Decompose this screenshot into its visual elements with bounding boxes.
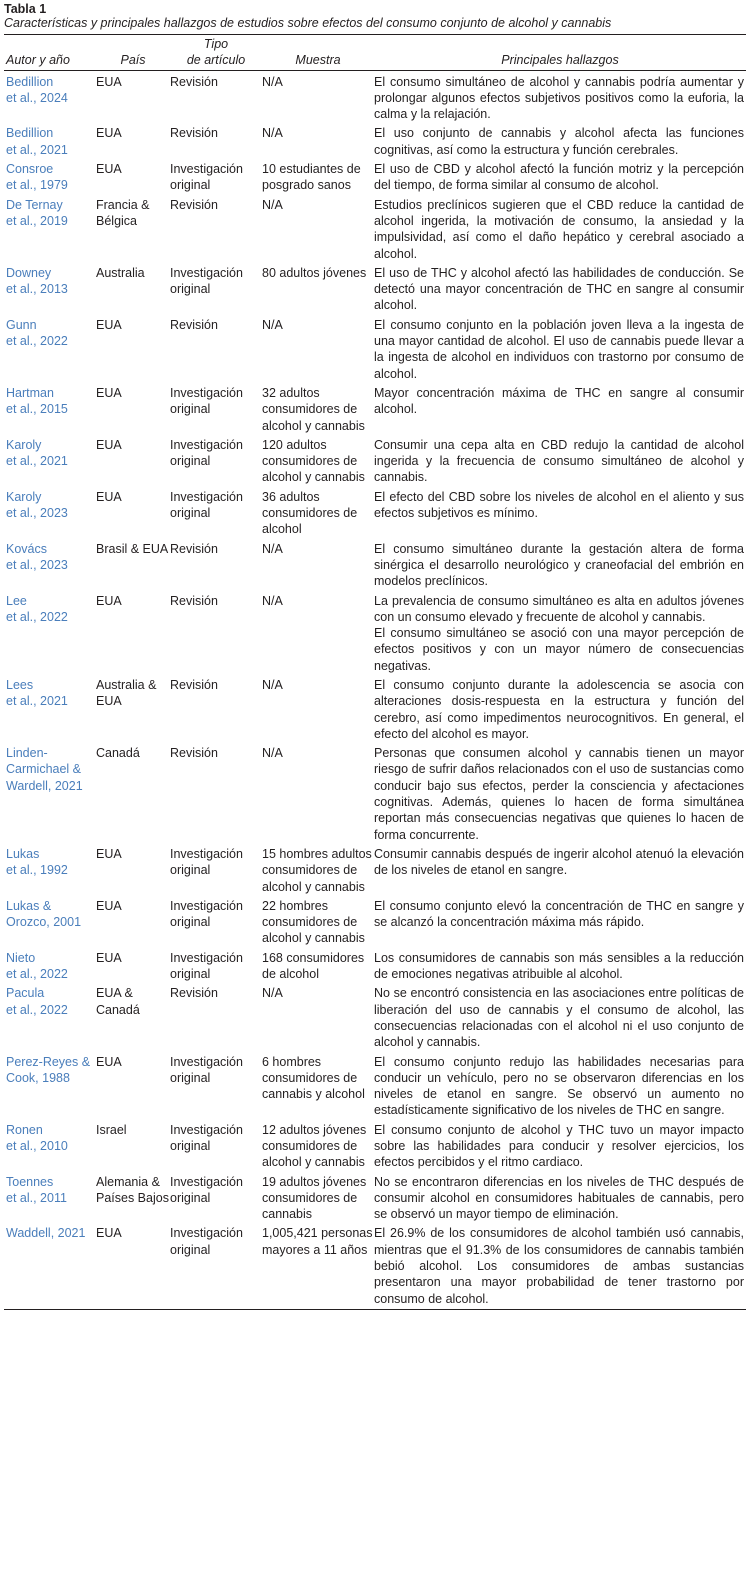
cell-hallazgos (374, 1122, 746, 1174)
cell-pais: Canadá (96, 746, 140, 761)
cell-pais: Francia & Bélgica (96, 197, 150, 228)
hallazgo-paragraph: Consumir cannabis después de ingerir alcohol atenuó la elevación de los niveles de etanol en sangre. (374, 846, 744, 878)
table-row (4, 265, 746, 317)
cell-hallazgos (374, 317, 746, 385)
cell-muestra: 36 adultos consumidores de alcohol (262, 489, 358, 537)
cell-hallazgos (374, 593, 746, 677)
cell-autor (4, 541, 96, 593)
header-muestra: Muestra (262, 35, 374, 71)
hallazgo-paragraph: Personas que consumen alcohol y cannabis tienen un mayor riesgo de sufrir daños relacionados con el uso de sustancias como conducir bajo sus efectos, perder la consciencia y afectaciones cognitivas. Además, quienes lo hacen de forma simultánea reportan más consecuencias negativas que quienes lo hacen de forma concurrente. (374, 746, 744, 842)
autor-line: et al., 2013 (6, 282, 68, 297)
cell-tipo: Investigación original (170, 437, 243, 469)
cell-muestra: 22 hombres consumidores de alcohol y cannabis (262, 898, 365, 946)
cell-muestra: N/A (262, 74, 283, 89)
autor-line: et al., 2022 (6, 967, 68, 982)
autor-line: Waddell, 2021 (6, 1226, 86, 1241)
cell-hallazgos (374, 846, 746, 898)
cell-muestra: N/A (262, 317, 283, 332)
hallazgo-paragraph: No se encontraron diferencias en los niveles de THC después de consumir alcohol en consumidores habituales de cannabis, pero se observó un mayor tiempo de eliminación. (374, 1174, 744, 1222)
autor-line: Toennes (6, 1174, 54, 1189)
hallazgo-paragraph: El uso conjunto de cannabis y alcohol afecta las funciones cognitivas, así como la estructura y función cerebrales. (374, 126, 744, 157)
cell-pais: EUA (96, 437, 122, 452)
table-row (4, 197, 746, 265)
cell-muestra: N/A (262, 126, 283, 141)
cell-hallazgos (374, 985, 746, 1053)
header-tipo-line1: Tipo (203, 37, 229, 51)
cell-tipo: Revisión (170, 197, 218, 212)
cell-tipo: Investigación original (170, 162, 243, 193)
autor-line: et al., 2024 (6, 90, 68, 105)
autor-line: De Ternay (6, 197, 63, 212)
autor-line: Hartman (6, 385, 54, 400)
cell-autor (4, 161, 96, 197)
cell-pais: EUA (96, 317, 122, 332)
findings-table (4, 34, 746, 1310)
hallazgo-paragraph: El consumo conjunto en la población joven lleva a la ingesta de una mayor cantidad de alcohol. El uso de cannabis puede llevar a la ingesta de alcohol en individuos con trastorno por consumo de alcohol. (374, 317, 744, 381)
autor-line: Lees (6, 677, 34, 692)
autor-line: Lee (6, 593, 27, 608)
hallazgo-paragraph: El consumo conjunto durante la adolescencia se asocia con alteraciones dosis-respuesta en la estructura y función del cerebro, así como impedimentos neurocognitivos. En general, el efecto del alcohol es mayor. (374, 677, 744, 741)
cell-tipo: Revisión (170, 74, 218, 89)
cell-tipo: Revisión (170, 986, 218, 1001)
hallazgo-paragraph: Mayor concentración máxima de THC en sangre al consumir alcohol. (374, 385, 744, 417)
cell-muestra: N/A (262, 197, 283, 212)
table-row (4, 677, 746, 745)
autor-line: Lukas (6, 846, 40, 861)
cell-pais: EUA (96, 1054, 122, 1069)
autor-line: et al., 2019 (6, 213, 68, 228)
hallazgo-paragraph: Estudios preclínicos sugieren que el CBD reduce la cantidad de alcohol ingerida, la motivación de consumo, la ansiedad y la impulsividad, así como el daño hepático y cerebral asociado a alcohol. (374, 197, 744, 261)
cell-pais: Brasil & EUA (96, 541, 169, 556)
cell-autor (4, 317, 96, 385)
cell-autor (4, 1225, 96, 1309)
table-row (4, 161, 746, 197)
cell-muestra: 120 adultos consumidores de alcohol y cannabis (262, 437, 365, 485)
autor-line: et al., 2022 (6, 1002, 68, 1017)
cell-pais: EUA (96, 898, 122, 913)
cell-muestra: N/A (262, 746, 283, 761)
autor-line: Consroe (6, 162, 54, 177)
cell-autor (4, 489, 96, 541)
cell-autor (4, 437, 96, 489)
hallazgo-paragraph: El consumo conjunto elevó la concentración de THC en sangre y se alcanzó la concentración máxima más rápido. (374, 898, 744, 930)
autor-line: et al., 2011 (6, 1190, 67, 1205)
cell-autor (4, 197, 96, 265)
cell-pais: Alemania & Países Bajos (96, 1174, 169, 1205)
autor-line: Bedillion (6, 74, 54, 89)
cell-hallazgos (374, 197, 746, 265)
cell-muestra: 6 hombres consumidores de cannabis y alcohol (262, 1054, 365, 1102)
autor-line: Gunn (6, 317, 37, 332)
cell-hallazgos (374, 161, 746, 197)
cell-pais: Australia (96, 265, 145, 280)
table-row (4, 898, 746, 950)
table-row (4, 125, 746, 161)
hallazgo-paragraph: El consumo simultáneo de alcohol y cannabis podría aumentar y prolongar algunos efectos subjetivos positivos como la euforia, la calma y la relajación. (374, 74, 744, 122)
cell-autor (4, 677, 96, 745)
autor-line: Ronen (6, 1122, 43, 1137)
cell-muestra: 15 hombres adultos consumidores de alcohol y cannabis (262, 846, 372, 894)
hallazgo-paragraph: El consumo simultáneo se asoció con una mayor percepción de efectos positivos y con un mayor número de consecuencias negativas. (374, 626, 744, 673)
table-row (4, 1225, 746, 1309)
autor-line: et al., 2023 (6, 506, 68, 521)
autor-line: et al., 1992 (6, 863, 68, 878)
cell-autor (4, 385, 96, 437)
cell-muestra: 80 adultos jóvenes (262, 265, 367, 280)
cell-autor (4, 265, 96, 317)
cell-autor (4, 898, 96, 950)
hallazgo-paragraph: Consumir una cepa alta en CBD redujo la cantidad de alcohol ingerida y la frecuencia de consumo simultáneo de alcohol y cannabis. (374, 437, 744, 485)
cell-autor (4, 1174, 96, 1226)
header-tipo-line2: de artículo (186, 53, 246, 68)
cell-muestra: 10 estudiantes de posgrado sanos (262, 162, 361, 193)
table-row (4, 70, 746, 125)
cell-tipo: Investigación original (170, 489, 243, 521)
autor-line: et al., 1979 (6, 178, 68, 193)
table-row (4, 1122, 746, 1174)
cell-autor (4, 985, 96, 1053)
header-autor: Autor y año (4, 35, 96, 71)
table-caption: Características y principales hallazgos de estudios sobre efectos del consumo conjunto de alcohol y cannabis (4, 16, 612, 30)
table-row (4, 541, 746, 593)
cell-tipo: Revisión (170, 746, 218, 761)
cell-hallazgos (374, 489, 746, 541)
table-row (4, 950, 746, 986)
cell-hallazgos (374, 265, 746, 317)
table-row (4, 1174, 746, 1226)
autor-line: et al., 2023 (6, 557, 68, 572)
cell-autor (4, 846, 96, 898)
cell-pais: EUA (96, 74, 122, 89)
cell-pais: EUA (96, 593, 122, 608)
cell-pais: EUA (96, 846, 122, 861)
cell-pais: EUA & Canadá (96, 986, 140, 1017)
autor-line: et al., 2021 (6, 142, 68, 157)
cell-hallazgos (374, 950, 746, 986)
hallazgo-paragraph: No se encontró consistencia en las asociaciones entre políticas de liberación del uso de cannabis y el consumo de alcohol, las consecuencias relacionadas con el alcohol ni el uso conjunto de alcohol y cannabis. (374, 986, 744, 1050)
autor-line: Perez-Reyes & Cook, 1988 (6, 1054, 91, 1085)
cell-muestra: 1,005,421 personas mayores a 11 años (262, 1225, 374, 1309)
autor-line: Downey (6, 265, 52, 280)
autor-line: et al., 2021 (6, 694, 68, 709)
hallazgo-paragraph: El consumo conjunto de alcohol y THC tuvo un mayor impacto sobre las habilidades para conducir y resolver ejercicios, los efectos percibidos y el ritmo cardiaco. (374, 1122, 744, 1170)
cell-tipo: Investigación original (170, 1054, 243, 1085)
cell-muestra: N/A (262, 677, 283, 692)
cell-muestra: N/A (262, 541, 283, 556)
header-pais: País (96, 35, 170, 71)
table-row (4, 385, 746, 437)
autor-line: Wardell, 2021 (6, 778, 83, 793)
cell-hallazgos (374, 125, 746, 161)
autor-line: et al., 2010 (6, 1139, 68, 1153)
hallazgo-paragraph: El uso de THC y alcohol afectó las habilidades de conducción. Se detectó una mayor concentración de THC en sangre al consumir alcohol. (374, 265, 744, 313)
cell-tipo: Investigación original (170, 1122, 243, 1153)
cell-muestra: N/A (262, 986, 283, 1001)
autor-line: et al., 2022 (6, 334, 68, 349)
table-row (4, 1054, 746, 1122)
cell-pais: Israel (96, 1122, 127, 1137)
cell-pais: EUA (96, 1225, 170, 1309)
autor-line: et al., 2022 (6, 609, 68, 624)
table-row (4, 745, 746, 846)
cell-tipo: Investigación original (170, 385, 243, 417)
cell-pais: EUA (96, 162, 122, 177)
cell-hallazgos (374, 1225, 746, 1309)
cell-hallazgos (374, 745, 746, 846)
cell-pais: Australia & EUA (96, 677, 157, 709)
autor-line: Bedillion (6, 126, 54, 141)
table-header (4, 35, 746, 71)
cell-pais: EUA (96, 126, 122, 141)
cell-hallazgos (374, 898, 746, 950)
cell-pais: EUA (96, 489, 122, 504)
autor-line: Linden-Carmichael & (6, 746, 82, 777)
cell-muestra: N/A (262, 593, 283, 608)
cell-autor (4, 593, 96, 677)
cell-muestra: 168 consumidores de alcohol (262, 950, 365, 982)
cell-tipo: Investigación original (170, 846, 243, 878)
autor-line: Karoly (6, 437, 42, 452)
cell-autor (4, 1122, 96, 1174)
table-label: Tabla 1 (4, 2, 47, 16)
cell-muestra: 12 adultos jóvenes consumidores de alcohol y cannabis (262, 1122, 367, 1170)
table-body (4, 70, 746, 1309)
hallazgo-paragraph: El efecto del CBD sobre los niveles de alcohol en el aliento y sus efectos subjetivos es mínimo. (374, 489, 744, 521)
cell-tipo: Revisión (170, 317, 218, 332)
table-row (4, 593, 746, 677)
cell-muestra: 19 adultos jóvenes consumidores de cannabis (262, 1174, 367, 1222)
autor-line: Lukas & Orozco, 2001 (6, 898, 82, 930)
hallazgo-paragraph: El 26.9% de los consumidores de alcohol también usó cannabis, mientras que el 91.3% de los consumidores de cannabis también bebió alcohol. Los consumidores de ambas sustancias presentaron una mayor probabilidad de tener trastorno por consumo de alcohol. (374, 1226, 744, 1306)
hallazgo-paragraph: La prevalencia de consumo simultáneo es alta en adultos jóvenes con un consumo elevado y frecuente de alcohol y cannabis. (374, 593, 744, 624)
cell-tipo: Investigación original (170, 265, 243, 297)
cell-autor (4, 1054, 96, 1122)
hallazgo-paragraph: El uso de CBD y alcohol afectó la función motriz y la percepción del tiempo, de forma similar al consumo de alcohol. (374, 162, 744, 193)
cell-hallazgos (374, 677, 746, 745)
cell-tipo: Revisión (170, 677, 218, 692)
table-row (4, 437, 746, 489)
cell-pais: EUA (96, 950, 122, 965)
cell-autor (4, 125, 96, 161)
cell-hallazgos (374, 1174, 746, 1226)
cell-tipo: Investigación original (170, 950, 243, 982)
table-row (4, 489, 746, 541)
cell-pais: EUA (96, 385, 122, 400)
autor-line: Kovács (6, 541, 47, 556)
autor-line: et al., 2021 (6, 454, 68, 469)
hallazgo-paragraph: El consumo simultáneo durante la gestación altera de forma sinérgica el desarrollo neurológico y craneofacial del embrión en modelos preclínicos. (374, 541, 744, 589)
cell-tipo: Investigación original (170, 1225, 262, 1309)
cell-tipo: Revisión (170, 593, 218, 608)
cell-autor (4, 745, 96, 846)
table-row (4, 317, 746, 385)
cell-tipo: Investigación original (170, 1174, 243, 1205)
autor-line: Pacula (6, 986, 45, 1001)
table-row (4, 846, 746, 898)
cell-tipo: Revisión (170, 541, 218, 556)
cell-hallazgos (374, 70, 746, 125)
autor-line: Karoly (6, 489, 42, 504)
hallazgo-paragraph: El consumo conjunto redujo las habilidades necesarias para conducir un vehículo, pero no se observaron diferencias en los niveles de etanol en sangre. Se observó un aumento no estadísticamente significativo de los niveles de THC en sangre. (374, 1054, 744, 1118)
table-row (4, 985, 746, 1053)
header-tipo (170, 35, 262, 71)
header-hallazgos: Principales hallazgos (374, 35, 746, 71)
hallazgo-paragraph: Los consumidores de cannabis son más sensibles a la reducción de emociones negativas atribuible al alcohol. (374, 950, 744, 982)
cell-hallazgos (374, 1054, 746, 1122)
cell-tipo: Revisión (170, 126, 218, 141)
cell-autor (4, 950, 96, 986)
cell-muestra: 32 adultos consumidores de alcohol y cannabis (262, 385, 365, 433)
autor-line: et al., 2015 (6, 402, 68, 417)
autor-line: Nieto (6, 950, 36, 965)
cell-hallazgos (374, 437, 746, 489)
cell-hallazgos (374, 385, 746, 437)
cell-autor (4, 70, 96, 125)
cell-hallazgos (374, 541, 746, 593)
cell-tipo: Investigación original (170, 898, 243, 930)
